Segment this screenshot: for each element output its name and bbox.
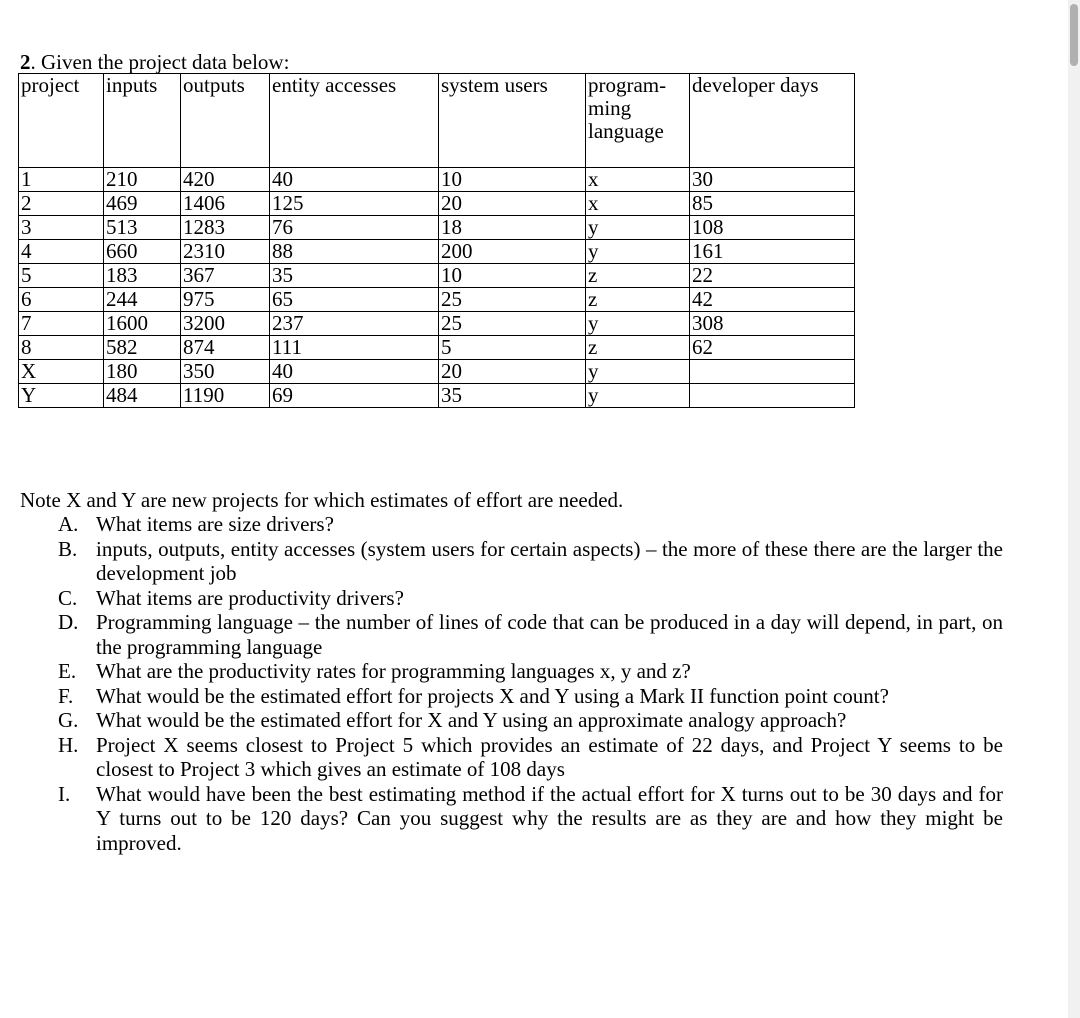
list-item-text: What items are productivity drivers?	[96, 585, 404, 610]
list-item	[58, 782, 1003, 856]
table-cell: Y	[19, 384, 104, 408]
table-cell: 5	[439, 336, 586, 360]
list-item	[58, 708, 1003, 733]
note-text: Note X and Y are new projects for which estimates of effort are needed.	[20, 488, 624, 512]
table-cell: 3	[19, 216, 104, 240]
table-row	[19, 240, 855, 264]
table-cell: 111	[270, 336, 439, 360]
list-marker: B.	[58, 536, 78, 561]
question-number: 2	[20, 50, 31, 74]
table-cell: 22	[690, 264, 855, 288]
list-marker: G.	[58, 708, 79, 732]
table-cell: 1600	[104, 312, 181, 336]
list-marker: E.	[58, 659, 77, 683]
table-cell: 85	[690, 192, 855, 216]
table-cell: 76	[270, 216, 439, 240]
project-data-table	[18, 73, 855, 408]
table-cell: 367	[181, 264, 270, 288]
list-item-text: What are the productivity rates for programming languages x, y and z?	[96, 659, 691, 683]
question-list	[58, 512, 1003, 855]
header-programming-language: program-ming language	[586, 74, 690, 168]
list-item	[58, 586, 1003, 611]
table-cell: 40	[270, 168, 439, 192]
table-cell: 10	[439, 168, 586, 192]
table-header-row	[19, 74, 855, 168]
list-item	[58, 512, 1003, 537]
list-item	[58, 733, 1003, 782]
table-cell: X	[19, 360, 104, 384]
table-cell: 42	[690, 288, 855, 312]
table-row	[19, 168, 855, 192]
table-cell: 62	[690, 336, 855, 360]
question-heading	[20, 50, 289, 74]
table-cell: 161	[690, 240, 855, 264]
table-row	[19, 288, 855, 312]
table-row	[19, 216, 855, 240]
table-cell	[690, 384, 855, 408]
table-cell: 183	[104, 264, 181, 288]
table-cell: 1406	[181, 192, 270, 216]
table-cell: 350	[181, 360, 270, 384]
table-cell: 108	[690, 216, 855, 240]
list-marker: A.	[58, 512, 79, 536]
table-cell: 30	[690, 168, 855, 192]
header-project: project	[19, 74, 104, 168]
table-cell: z	[586, 336, 690, 360]
table-cell: 10	[439, 264, 586, 288]
table-cell: 6	[19, 288, 104, 312]
table-cell: 2310	[181, 240, 270, 264]
table-cell: y	[586, 216, 690, 240]
table-cell: 5	[19, 264, 104, 288]
list-item-text: inputs, outputs, entity accesses (system users for certain aspects) – the more of these there are the larger the development job	[96, 536, 1003, 585]
header-system-users: system users	[439, 74, 586, 168]
table-cell: 65	[270, 288, 439, 312]
table-cell: 25	[439, 288, 586, 312]
scrollbar-thumb[interactable]	[1070, 4, 1078, 66]
table-cell: 469	[104, 192, 181, 216]
table-cell: 582	[104, 336, 181, 360]
table-cell: 20	[439, 192, 586, 216]
table-cell: z	[586, 264, 690, 288]
list-item-text: What would be the estimated effort for X and Y using an approximate analogy approach?	[96, 708, 847, 732]
table-cell: 2	[19, 192, 104, 216]
table-cell: 1190	[181, 384, 270, 408]
table-cell: 660	[104, 240, 181, 264]
question-intro: . Given the project data below:	[30, 50, 290, 74]
table-cell: x	[586, 168, 690, 192]
table-cell	[690, 360, 855, 384]
header-developer-days: developer days	[690, 74, 855, 168]
table-cell: 180	[104, 360, 181, 384]
header-inputs: inputs	[104, 74, 181, 168]
table-cell: 237	[270, 312, 439, 336]
table-cell: 35	[439, 384, 586, 408]
table-cell: 20	[439, 360, 586, 384]
table-cell: 8	[19, 336, 104, 360]
list-item-text: What items are size drivers?	[96, 512, 334, 536]
table-cell: 484	[104, 384, 181, 408]
vertical-scrollbar[interactable]	[1068, 0, 1080, 1018]
list-marker: F.	[58, 683, 74, 708]
table-cell: 210	[104, 168, 181, 192]
table-cell: 420	[181, 168, 270, 192]
table-cell: 69	[270, 384, 439, 408]
table-cell: 125	[270, 192, 439, 216]
table-cell: y	[586, 360, 690, 384]
table-cell: 1	[19, 168, 104, 192]
table-cell: 513	[104, 216, 181, 240]
table-cell: y	[586, 312, 690, 336]
table-row	[19, 312, 855, 336]
table-cell: 7	[19, 312, 104, 336]
table-cell: 874	[181, 336, 270, 360]
list-item-text: Project X seems closest to Project 5 which provides an estimate of 22 days, and Project Y seems to be closest to Project 3 which gives an estimate of 108 days	[96, 732, 1003, 781]
table-row	[19, 192, 855, 216]
table-cell: 4	[19, 240, 104, 264]
table-cell: z	[586, 288, 690, 312]
table-row	[19, 336, 855, 360]
list-marker: D.	[58, 610, 79, 634]
table-cell: 40	[270, 360, 439, 384]
list-item-text: What would have been the best estimating method if the actual effort for X turns out to be 30 days and for Y turns out to be 120 days? Can you suggest why the results are as they are and how they might be improved.	[96, 781, 1003, 855]
table-cell: 18	[439, 216, 586, 240]
list-item-text: Programming language – the number of lines of code that can be produced in a day will depend, in part, on the programming language	[96, 610, 1003, 659]
list-item	[58, 684, 1003, 709]
table-cell: 200	[439, 240, 586, 264]
table-cell: 3200	[181, 312, 270, 336]
table-cell: 975	[181, 288, 270, 312]
table-cell: y	[586, 384, 690, 408]
list-item	[58, 537, 1003, 586]
header-entity-accesses: entity accesses	[270, 74, 439, 168]
list-item	[58, 610, 1003, 659]
table-cell: 1283	[181, 216, 270, 240]
table-cell: x	[586, 192, 690, 216]
list-item-text: What would be the estimated effort for projects X and Y using a Mark II function point count?	[96, 683, 889, 708]
table-cell: 244	[104, 288, 181, 312]
list-item	[58, 659, 1003, 684]
list-marker: H.	[58, 732, 79, 757]
table-cell: 88	[270, 240, 439, 264]
list-marker: I.	[58, 781, 71, 806]
table-row	[19, 360, 855, 384]
table-cell: 35	[270, 264, 439, 288]
table-row	[19, 384, 855, 408]
table-cell: 25	[439, 312, 586, 336]
list-marker: C.	[58, 585, 78, 610]
header-outputs: outputs	[181, 74, 270, 168]
table-cell: 308	[690, 312, 855, 336]
table-row	[19, 264, 855, 288]
table-cell: y	[586, 240, 690, 264]
